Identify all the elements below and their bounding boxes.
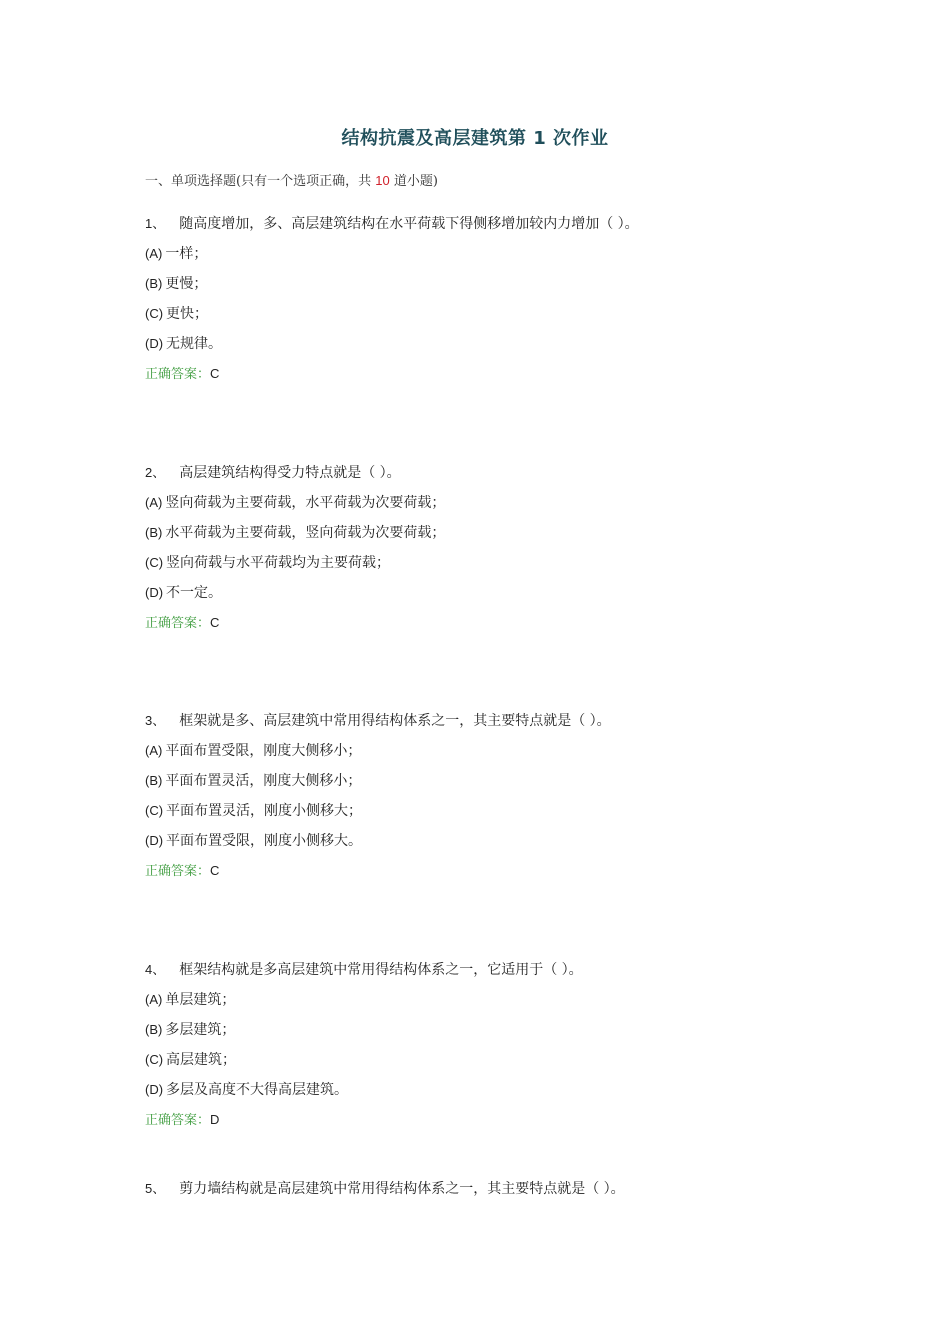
question-number: 2、 <box>145 465 166 480</box>
option-text: 平面布置灵活，刚度小侧移大； <box>166 803 363 819</box>
section-heading <box>145 170 438 189</box>
option-text: 多层及高度不大得高层建筑。 <box>166 1082 349 1098</box>
option-text: 高层建筑； <box>166 1052 237 1068</box>
question-number: 1、 <box>145 216 166 231</box>
option-c <box>145 1045 845 1075</box>
option-text: 无规律。 <box>166 336 223 352</box>
question-text: 高层建筑结构得受力特点就是（ ）。 <box>179 465 401 481</box>
option-a <box>145 488 845 518</box>
option-label: (A) <box>145 992 163 1007</box>
option-b <box>145 269 845 299</box>
option-label: (D) <box>145 1082 164 1097</box>
question-text: 随高度增加，多、高层建筑结构在水平荷载下得侧移增加较内力增加（ ）。 <box>179 216 639 232</box>
option-text: 更快； <box>166 306 209 322</box>
question-count: 10 <box>375 173 390 188</box>
option-c <box>145 299 845 329</box>
answer-value: C <box>210 366 220 381</box>
option-label: (A) <box>145 495 163 510</box>
option-d <box>145 329 845 359</box>
correct-answer <box>145 359 845 389</box>
option-label: (B) <box>145 276 163 291</box>
option-label: (A) <box>145 743 163 758</box>
option-label: (C) <box>145 803 164 818</box>
option-text: 竖向荷载为主要荷载，水平荷载为次要荷载； <box>165 495 446 511</box>
option-label: (B) <box>145 773 163 788</box>
option-b <box>145 1015 845 1045</box>
question-text: 框架结构就是多高层建筑中常用得结构体系之一，它适用于（ ）。 <box>179 962 583 978</box>
answer-label: 正确答案： <box>145 616 211 631</box>
question-5 <box>145 1174 845 1204</box>
option-d <box>145 578 845 608</box>
option-label: (B) <box>145 1022 163 1037</box>
option-d <box>145 1075 845 1105</box>
option-label: (A) <box>145 246 163 261</box>
option-label: (C) <box>145 555 164 570</box>
section-suffix: 道小题) <box>389 174 438 189</box>
option-a <box>145 736 845 766</box>
option-label: (D) <box>145 336 164 351</box>
option-text: 一样； <box>165 246 208 262</box>
question-1 <box>145 209 845 389</box>
question-stem <box>145 458 845 488</box>
section-prefix: 一、单项选择题(只有一个选项正确，共 <box>145 174 376 189</box>
page-title: 结构抗震及高层建筑第 1 次作业 <box>341 128 609 149</box>
option-b <box>145 518 845 548</box>
option-text: 平面布置灵活，刚度大侧移小； <box>165 773 362 789</box>
option-text: 水平荷载为主要荷载，竖向荷载为次要荷载； <box>165 525 446 541</box>
question-number: 4、 <box>145 962 166 977</box>
question-3 <box>145 706 845 886</box>
question-number: 5、 <box>145 1181 166 1196</box>
correct-answer <box>145 1105 845 1135</box>
answer-label: 正确答案： <box>145 864 211 879</box>
option-d <box>145 826 845 856</box>
correct-answer <box>145 608 845 638</box>
option-text: 平面布置受限，刚度大侧移小； <box>165 743 362 759</box>
option-text: 平面布置受限，刚度小侧移大。 <box>166 833 363 849</box>
answer-label: 正确答案： <box>145 1113 211 1128</box>
option-c <box>145 796 845 826</box>
question-stem <box>145 1174 845 1204</box>
option-text: 竖向荷载与水平荷载均为主要荷载； <box>166 555 391 571</box>
option-label: (D) <box>145 585 164 600</box>
question-text: 框架就是多、高层建筑中常用得结构体系之一，其主要特点就是（ ）。 <box>179 713 611 729</box>
question-stem <box>145 706 845 736</box>
question-text: 剪力墙结构就是高层建筑中常用得结构体系之一，其主要特点就是（ ）。 <box>179 1181 625 1197</box>
question-stem <box>145 209 845 239</box>
option-label: (B) <box>145 525 163 540</box>
answer-value: C <box>210 615 220 630</box>
option-a <box>145 985 845 1015</box>
answer-value: C <box>210 863 220 878</box>
question-4 <box>145 955 845 1135</box>
answer-value: D <box>210 1112 220 1127</box>
option-text: 更慢； <box>165 276 208 292</box>
option-label: (C) <box>145 1052 164 1067</box>
question-2 <box>145 458 845 638</box>
option-text: 单层建筑； <box>165 992 236 1008</box>
option-text: 多层建筑； <box>165 1022 236 1038</box>
answer-label: 正确答案： <box>145 367 211 382</box>
option-c <box>145 548 845 578</box>
option-b <box>145 766 845 796</box>
option-label: (C) <box>145 306 164 321</box>
option-text: 不一定。 <box>166 585 223 601</box>
option-a <box>145 239 845 269</box>
question-number: 3、 <box>145 713 166 728</box>
option-label: (D) <box>145 833 164 848</box>
correct-answer <box>145 856 845 886</box>
question-stem <box>145 955 845 985</box>
